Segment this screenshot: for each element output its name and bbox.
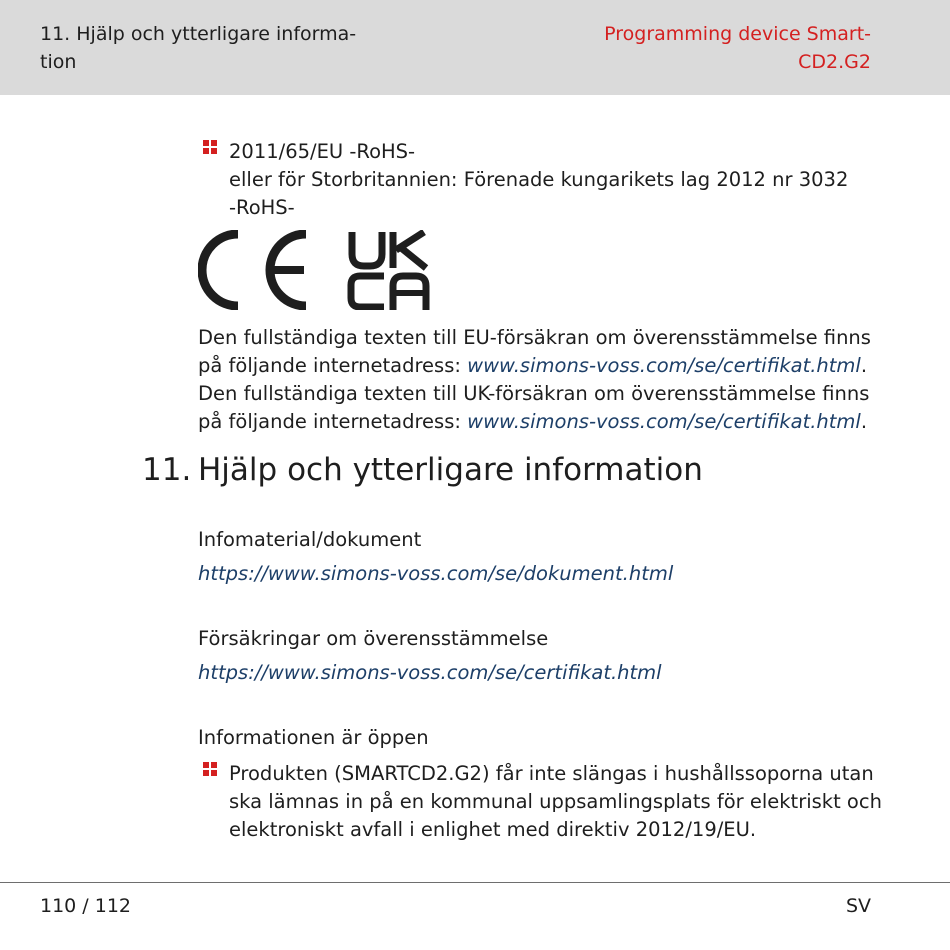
section-title: Hjälp och ytterligare information <box>198 452 703 488</box>
conformity-label: Försäkringar om överensstämmelse <box>198 627 549 650</box>
rohs-line-3: -RoHS- <box>229 196 295 219</box>
conformity-link[interactable]: https://www.simons-voss.com/se/certifikat.html <box>198 661 662 684</box>
uk-declaration-suffix: . <box>860 410 868 433</box>
red-square-bullet-icon <box>203 762 217 776</box>
rohs-line-1: 2011/65/EU -RoHS- <box>229 140 416 163</box>
header-chapter-title <box>40 20 360 76</box>
ce-mark-icon <box>202 234 306 306</box>
header-chapter-line-2: tion <box>40 51 77 73</box>
uk-declaration-link[interactable]: www.simons-voss.com/se/certifikat.html <box>467 410 861 433</box>
disposal-line-1: Produkten (SMARTCD2.G2) får inte slängas i hushållssoporna utan <box>229 762 874 785</box>
section-number: 11. <box>142 452 192 488</box>
eu-declaration-suffix: . <box>860 354 868 377</box>
language-code: SV <box>845 895 871 917</box>
info-material-link[interactable]: https://www.simons-voss.com/se/dokument.html <box>198 562 674 585</box>
eu-declaration-link[interactable]: www.simons-voss.com/se/certifikat.html <box>467 354 861 377</box>
ukca-mark-icon <box>351 232 426 310</box>
disposal-bullet-text <box>229 760 882 844</box>
rohs-bullet-text <box>229 138 869 222</box>
header-product-line-1: Programming device Smart- <box>604 23 871 45</box>
conformity-marks <box>198 230 430 310</box>
declarations-paragraph <box>198 324 898 436</box>
page-number: 110 / 112 <box>40 895 132 917</box>
info-material-label: Infomaterial/dokument <box>198 528 422 551</box>
open-info-label: Informationen är öppen <box>198 726 429 749</box>
eu-declaration-line-1: Den fullständiga texten till EU-försäkran om överensstämmelse finns <box>198 326 871 349</box>
uk-declaration-prefix: på följande internetadress: <box>198 410 468 433</box>
header-product-line-2: CD2.G2 <box>798 51 871 73</box>
footer-divider <box>0 882 950 883</box>
uk-declaration-line-2 <box>198 408 898 436</box>
header-chapter-line-1: 11. Hjälp och ytterligare informa- <box>40 23 357 45</box>
disposal-line-2: ska lämnas in på en kommunal uppsamlingsplats för elektriskt och <box>229 790 882 813</box>
page-header <box>0 0 950 95</box>
disposal-line-3: elektroniskt avfall i enlighet med direktiv 2012/19/EU. <box>229 818 757 841</box>
eu-declaration-line-2 <box>198 352 898 380</box>
red-square-bullet-icon <box>203 140 217 154</box>
eu-declaration-prefix: på följande internetadress: <box>198 354 468 377</box>
header-product-title <box>551 20 871 76</box>
uk-declaration-line-1: Den fullständiga texten till UK-försäkran om överensstämmelse finns <box>198 382 870 405</box>
rohs-line-2: eller för Storbritannien: Förenade kungarikets lag 2012 nr 3032 <box>229 168 849 191</box>
